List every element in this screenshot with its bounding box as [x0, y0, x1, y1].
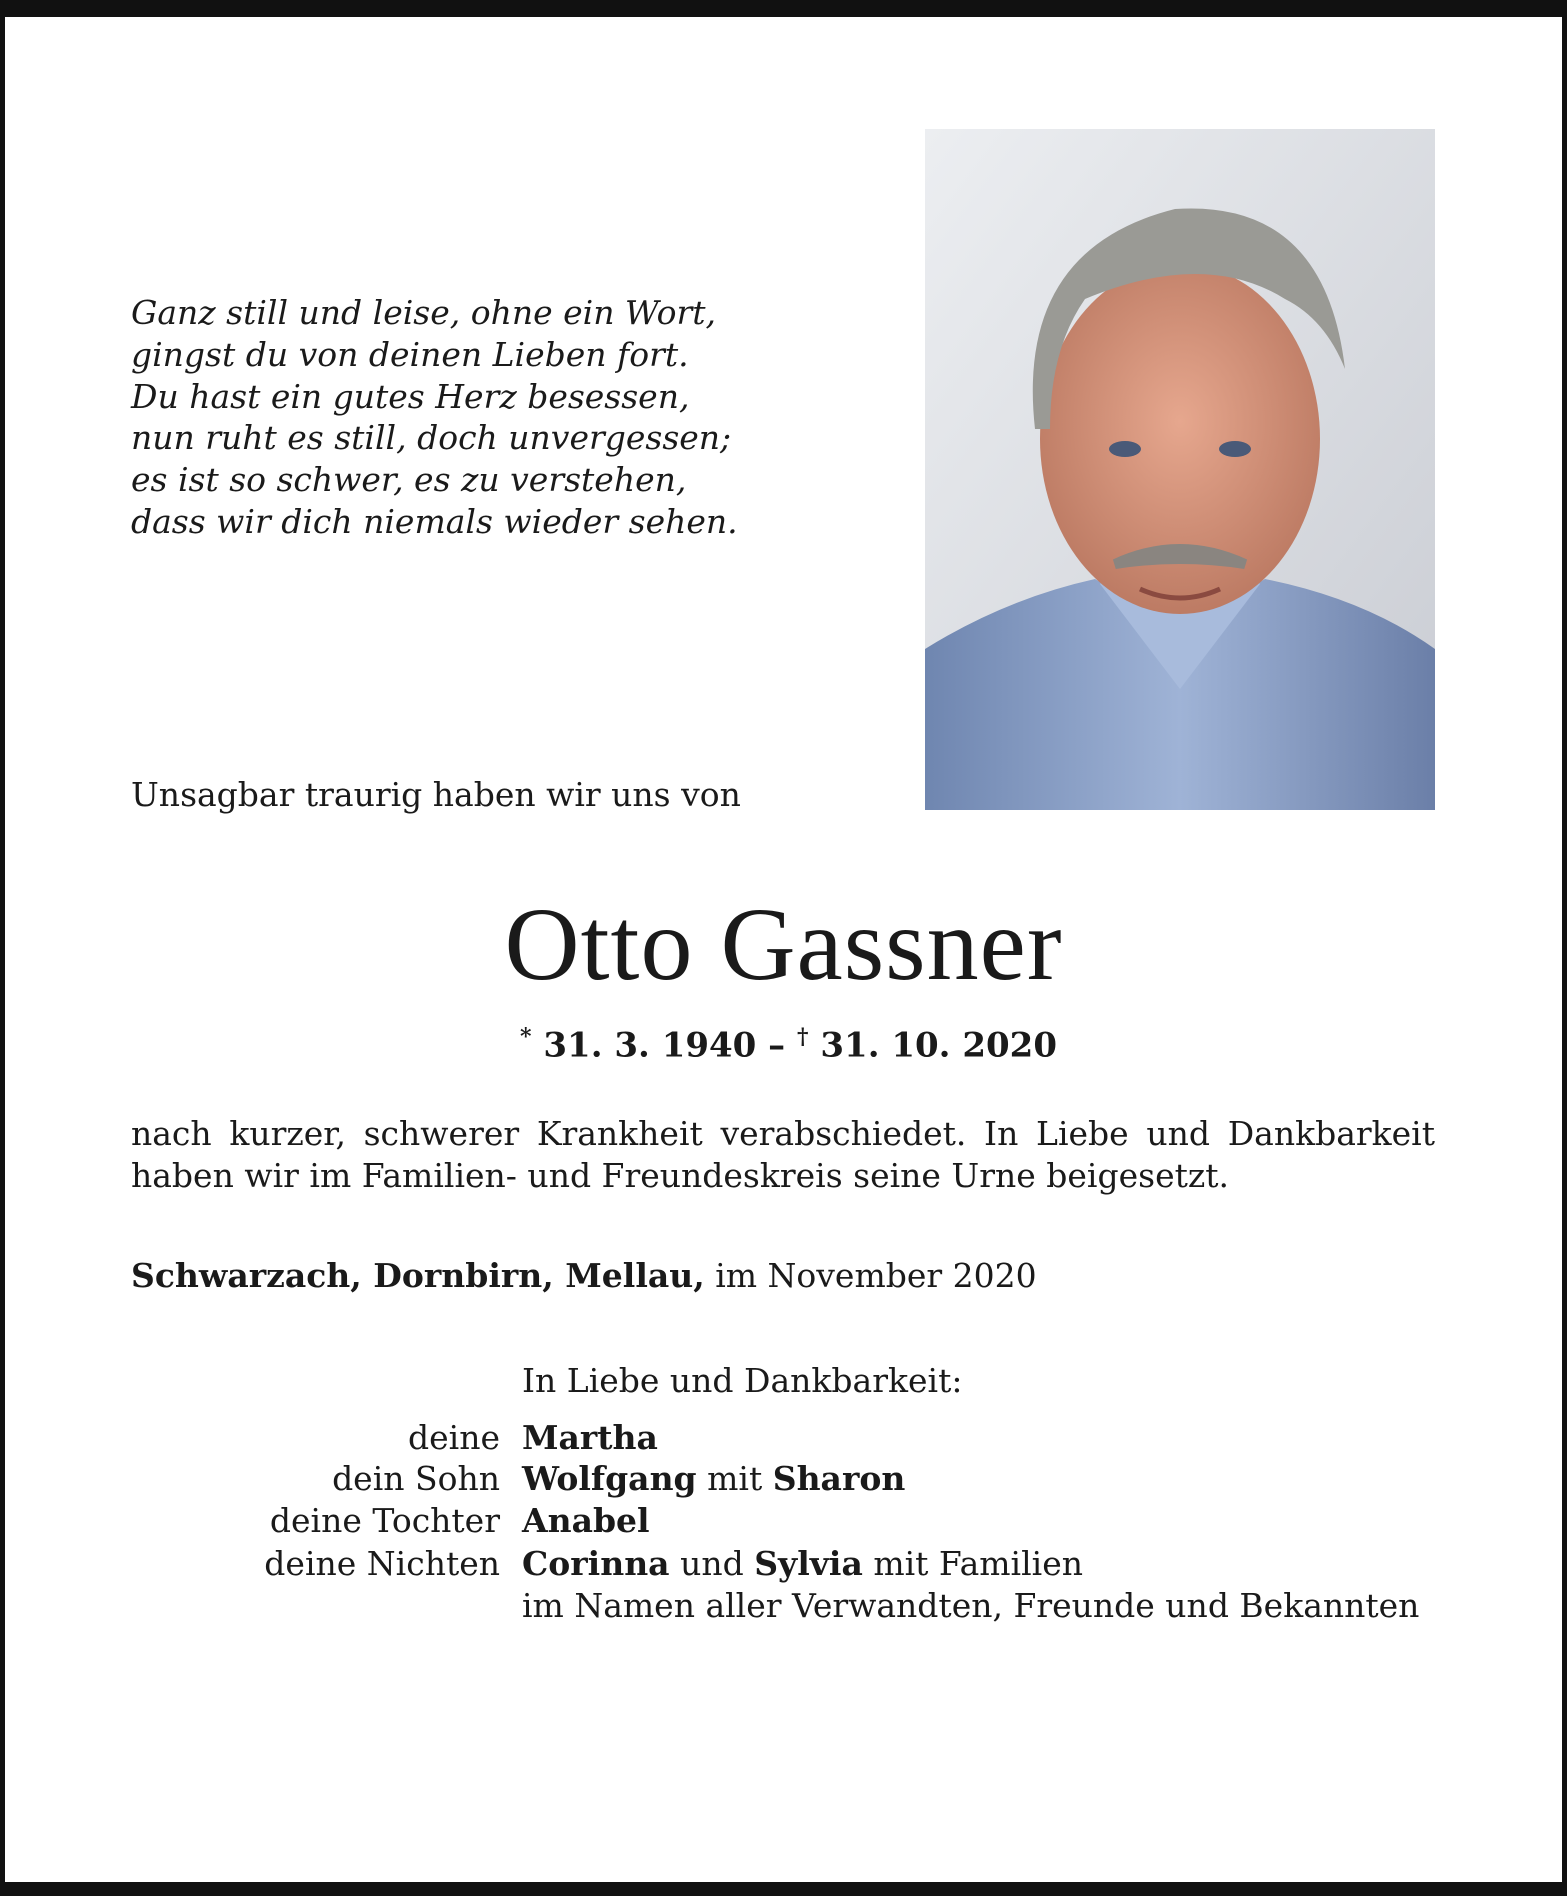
family-member-name: Sharon [772, 1459, 906, 1498]
places: Schwarzach, Dornbirn, Mellau, [131, 1256, 705, 1295]
connector-text: im Namen aller Verwandten, Freunde und Bekannten [522, 1586, 1420, 1625]
poem-line: gingst du von deinen Lieben fort. [131, 334, 689, 374]
obituary-page [5, 17, 1562, 1882]
family-names [522, 1543, 1083, 1585]
birth-star-icon: * [520, 1024, 532, 1050]
poem-line: Du hast ein gutes Herz besessen, [131, 376, 690, 416]
poem-line: nun ruht es still, doch unvergessen; [131, 418, 732, 458]
family-member-name: Martha [522, 1418, 658, 1457]
family-row [5, 1500, 1435, 1542]
family-row [5, 1543, 1435, 1585]
relation-label: deine Nichten [264, 1544, 500, 1583]
poem-line: es ist so schwer, es zu verstehen, [131, 460, 687, 500]
poem-line: dass wir dich niemals wieder sehen. [131, 501, 738, 541]
date-text: im November 2020 [704, 1256, 1037, 1295]
connector-text: mit [696, 1459, 773, 1498]
family-row [5, 1585, 1435, 1627]
announcement-paragraph: nach kurzer, schwerer Krankheit verabschiedet. In Liebe und Dankbarkeit haben wir im Familien- und Freundeskreis seine Urne beigesetzt. [131, 1114, 1435, 1195]
family-names [522, 1585, 1419, 1627]
family-member-name: Corinna [522, 1544, 670, 1583]
intro-text: Unsagbar traurig haben wir uns von [131, 775, 741, 814]
family-names [522, 1500, 650, 1542]
thanks-heading: In Liebe und Dankbarkeit: [522, 1361, 963, 1400]
family-row [5, 1458, 1435, 1500]
family-member-name: Anabel [522, 1501, 650, 1540]
deceased-name: Otto Gassner [504, 887, 1063, 1002]
family-member-name: Sylvia [754, 1544, 863, 1583]
relation-label: deine [408, 1418, 500, 1457]
connector-text: und [669, 1544, 755, 1583]
relation-label: deine Tochter [269, 1501, 500, 1540]
death-date: 31. 10. 2020 [820, 1025, 1057, 1066]
birth-date: 31. 3. 1940 [543, 1025, 757, 1066]
family-row [5, 1417, 1435, 1459]
portrait-photo [925, 129, 1435, 810]
poem [131, 292, 738, 543]
dash: – [756, 1025, 798, 1066]
family-names [522, 1458, 905, 1500]
relation-label: dein Sohn [332, 1459, 500, 1498]
poem-line: Ganz still und leise, ohne ein Wort, [131, 293, 717, 332]
family-member-name: Wolfgang [522, 1459, 697, 1498]
family-names [522, 1417, 658, 1459]
connector-text: mit Familien [862, 1544, 1083, 1583]
life-dates [5, 1024, 1562, 1065]
death-cross-icon: † [797, 1024, 809, 1050]
place-date [131, 1255, 1037, 1297]
